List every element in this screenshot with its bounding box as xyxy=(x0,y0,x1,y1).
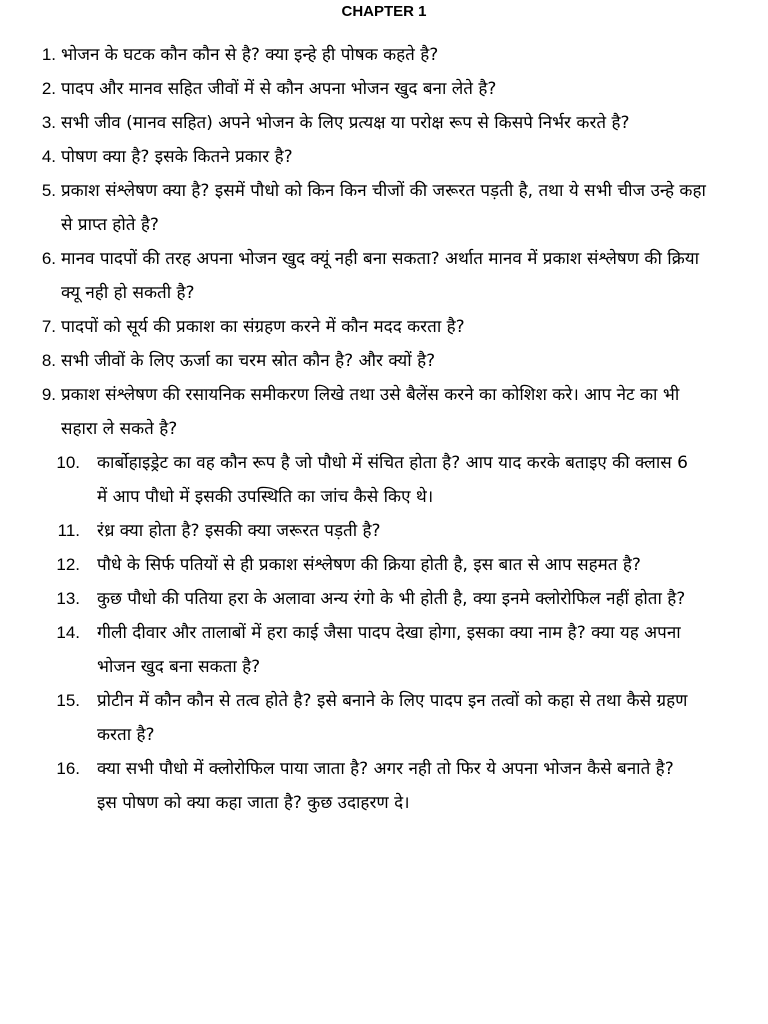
chapter-title: CHAPTER 1 xyxy=(341,3,427,20)
question-item xyxy=(0,616,768,684)
question-item xyxy=(0,582,768,616)
question-number: 6. xyxy=(41,249,56,268)
question-number: 12. xyxy=(56,555,80,574)
question-list xyxy=(0,38,768,820)
question-number: 11. xyxy=(57,521,80,540)
question-text: पादपों को सूर्य की प्रकाश का संग्रहण करने में कौन मदद करता है? xyxy=(61,317,465,337)
question-item xyxy=(0,752,768,820)
question-number: 3. xyxy=(41,113,56,132)
question-item xyxy=(0,446,768,514)
question-item xyxy=(0,684,768,752)
question-item xyxy=(0,106,768,140)
question-text: पौधे के सिर्फ पतियों से ही प्रकाश संश्लेषण की क्रिया होती है, इस बात से आप सहमत है? xyxy=(97,555,641,575)
question-item xyxy=(0,378,768,446)
question-number: 2. xyxy=(41,79,56,98)
question-text: पादप और मानव सहित जीवों में से कौन अपना भोजन खुद बना लेते है? xyxy=(61,79,497,99)
question-item xyxy=(0,548,768,582)
question-item xyxy=(0,72,768,106)
question-item xyxy=(0,174,768,242)
question-number: 1. xyxy=(41,45,56,64)
question-text: सभी जीवों के लिए ऊर्जा का चरम स्रोत कौन है? और क्यों है? xyxy=(61,351,436,371)
question-number: 9. xyxy=(41,385,56,404)
question-text: प्रकाश संश्लेषण की रसायनिक समीकरण लिखे तथा उसे बैलेंस करने का कोशिश करे। आप नेट का भी सहारा ले सकते है? xyxy=(61,385,680,439)
question-item xyxy=(0,514,768,548)
question-number: 5. xyxy=(41,181,56,200)
question-item xyxy=(0,310,768,344)
question-text: कार्बोहाइड्रेट का वह कौन रूप है जो पौधो में संचित होता है? आप याद करके बताइए की क्लास 6 में आप पौधो में इसकी उपस्थिति का जांच कैसे किए थे। xyxy=(97,453,688,507)
question-text: कुछ पौधो की पतिया हरा के अलावा अन्य रंगो के भी होती है, क्या इनमे क्लोरोफिल नहीं होता है? xyxy=(97,589,686,609)
question-number: 16. xyxy=(56,759,80,778)
question-text: भोजन के घटक कौन कौन से है? क्या इन्हे ही पोषक कहते है? xyxy=(61,45,439,65)
question-text: सभी जीव (मानव सहित) अपने भोजन के लिए प्रत्यक्ष या परोक्ष रूप से किसपे निर्भर करते है? xyxy=(61,113,630,133)
question-number: 14. xyxy=(56,623,80,642)
question-text: रंध्र क्या होता है? इसकी क्या जरूरत पड़ती है? xyxy=(97,521,381,541)
question-number: 10. xyxy=(56,453,80,472)
question-item xyxy=(0,140,768,174)
question-item xyxy=(0,344,768,378)
question-number: 4. xyxy=(41,147,56,166)
question-number: 7. xyxy=(41,317,56,336)
question-text: मानव पादपों की तरह अपना भोजन खुद क्यूं नही बना सकता? अर्थात मानव में प्रकाश संश्लेषण की क्रिया क्यू नही हो सकती है? xyxy=(61,249,700,303)
question-text: पोषण क्या है? इसके कितने प्रकार है? xyxy=(61,147,293,167)
question-item xyxy=(0,242,768,310)
question-text: प्रोटीन में कौन कौन से तत्व होते है? इसे बनाने के लिए पादप इन तत्वों को कहा से तथा कैसे ग्रहण करता है? xyxy=(97,691,688,745)
question-text: प्रकाश संश्लेषण क्या है? इसमें पौधो को किन किन चीजों की जरूरत पड़ती है, तथा ये सभी चीज उन्हे कहा से प्राप्त होते है? xyxy=(61,181,706,235)
question-text: गीली दीवार और तालाबों में हरा काई जैसा पादप देखा होगा, इसका क्या नाम है? क्या यह अपना भोजन खुद बना सकता है? xyxy=(97,623,681,677)
question-number: 15. xyxy=(56,691,80,710)
question-number: 13. xyxy=(56,589,80,608)
question-text: क्या सभी पौधो में क्लोरोफिल पाया जाता है? अगर नही तो फिर ये अपना भोजन कैसे बनाते है? इस पोषण को क्या कहा जाता है? कुछ उदाहरण दे। xyxy=(97,759,674,813)
question-number: 8. xyxy=(41,351,56,370)
question-item xyxy=(0,38,768,72)
